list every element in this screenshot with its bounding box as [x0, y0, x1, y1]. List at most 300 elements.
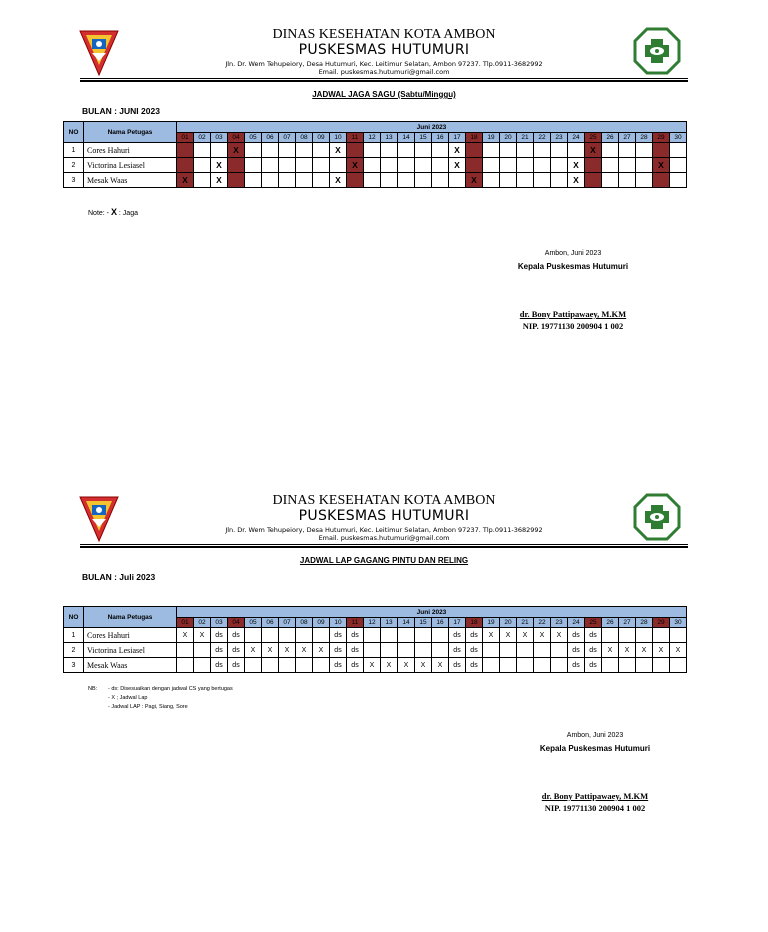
- schedule-cell: [296, 158, 313, 173]
- row-number: 3: [64, 658, 84, 673]
- column-header-month: Juni 2023: [177, 607, 687, 618]
- nb-line: - X ; Jadwal Lap: [108, 695, 148, 701]
- day-header: 03: [211, 618, 228, 628]
- day-header: 11: [347, 618, 364, 628]
- schedule-cell: [653, 628, 670, 643]
- day-header: 27: [619, 618, 636, 628]
- schedule-cell: [296, 143, 313, 158]
- facility-name: PUSKESMAS HUTUMURI: [298, 508, 470, 524]
- schedule-cell: X: [177, 173, 194, 188]
- schedule-cell: [364, 158, 381, 173]
- schedule-cell: [432, 173, 449, 188]
- schedule-cell: X: [585, 143, 602, 158]
- schedule-cell: [500, 143, 517, 158]
- column-header-no: NO: [64, 607, 84, 628]
- header-rule-thin: [80, 78, 688, 79]
- row-number: 1: [64, 628, 84, 643]
- schedule-cell: [653, 658, 670, 673]
- schedule-cell: [296, 628, 313, 643]
- schedule-cell: [551, 658, 568, 673]
- day-header: 28: [636, 618, 653, 628]
- schedule-cell: X: [296, 643, 313, 658]
- schedule-cell: X: [432, 658, 449, 673]
- day-header: 27: [619, 133, 636, 143]
- schedule-cell: [381, 173, 398, 188]
- schedule-cell: [398, 158, 415, 173]
- schedule-cell: ds: [466, 658, 483, 673]
- schedule-cell: [364, 173, 381, 188]
- schedule-cell: [585, 173, 602, 188]
- schedule-cell: [636, 628, 653, 643]
- day-header: 30: [670, 618, 687, 628]
- schedule-cell: [619, 158, 636, 173]
- schedule-cell: ds: [568, 658, 585, 673]
- header-rule-thick: [80, 80, 688, 82]
- schedule-cell: [636, 658, 653, 673]
- day-header: 21: [517, 618, 534, 628]
- nb-line: - Jadwal LAP : Pagi, Siang, Sore: [108, 704, 188, 710]
- day-header: 10: [330, 618, 347, 628]
- day-header: 28: [636, 133, 653, 143]
- row-number: 2: [64, 158, 84, 173]
- note-text: : Jaga: [116, 210, 138, 217]
- staff-name: Victorina Lesiasel: [84, 158, 177, 173]
- schedule-cell: [194, 658, 211, 673]
- table-row: [64, 643, 687, 658]
- schedule-cell: [602, 628, 619, 643]
- schedule-month: BULAN : JUNI 2023: [82, 106, 160, 116]
- day-header: 17: [449, 133, 466, 143]
- day-header: 14: [398, 133, 415, 143]
- schedule-cell: [483, 173, 500, 188]
- page-section-2: [0, 466, 768, 932]
- schedule-cell: [398, 643, 415, 658]
- day-header: 25: [585, 618, 602, 628]
- facility-name: PUSKESMAS HUTUMURI: [298, 42, 470, 58]
- schedule-cell: ds: [347, 658, 364, 673]
- schedule-cell: [245, 173, 262, 188]
- row-number: 2: [64, 643, 84, 658]
- day-header: 09: [313, 618, 330, 628]
- nb-line: - ds: Disesuaikan dengan jadwal CS yang bertugas: [108, 686, 233, 692]
- schedule-cell: X: [415, 658, 432, 673]
- schedule-cell: [551, 158, 568, 173]
- schedule-cell: ds: [228, 658, 245, 673]
- schedule-cell: [313, 658, 330, 673]
- schedule-cell: [653, 173, 670, 188]
- schedule-cell: [432, 628, 449, 643]
- schedule-cell: [279, 628, 296, 643]
- schedule-cell: [466, 143, 483, 158]
- day-header: 02: [194, 133, 211, 143]
- schedule-cell: X: [653, 643, 670, 658]
- day-header: 13: [381, 133, 398, 143]
- schedule-cell: [211, 143, 228, 158]
- schedule-cell: [517, 143, 534, 158]
- schedule-cell: ds: [211, 658, 228, 673]
- schedule-cell: ds: [466, 643, 483, 658]
- day-header: 22: [534, 618, 551, 628]
- schedule-cell: [194, 643, 211, 658]
- schedule-cell: [279, 143, 296, 158]
- day-header: 23: [551, 133, 568, 143]
- schedule-cell: ds: [211, 628, 228, 643]
- day-header: 18: [466, 618, 483, 628]
- schedule-table: [63, 121, 687, 188]
- schedule-cell: [364, 143, 381, 158]
- schedule-cell: [551, 643, 568, 658]
- schedule-note: [88, 207, 138, 217]
- schedule-cell: X: [449, 158, 466, 173]
- day-header: 05: [245, 618, 262, 628]
- facility-address: Jln. Dr. Wem Tehupeiory, Desa Hutumuri, Kec. Leitimur Selatan, Ambon 97237. Tlp.0911-3682992: [225, 60, 543, 68]
- schedule-cell: X: [636, 643, 653, 658]
- schedule-cell: [534, 143, 551, 158]
- schedule-cell: X: [194, 628, 211, 643]
- schedule-cell: [262, 628, 279, 643]
- schedule-cell: [653, 143, 670, 158]
- signature-place-date: Ambon, Juni 2023: [544, 250, 602, 257]
- schedule-cell: [262, 143, 279, 158]
- schedule-cell: [194, 173, 211, 188]
- schedule-cell: [670, 143, 687, 158]
- day-header: 24: [568, 618, 585, 628]
- day-header: 26: [602, 133, 619, 143]
- schedule-cell: X: [568, 158, 585, 173]
- schedule-cell: [585, 158, 602, 173]
- staff-name: Mesak Waas: [84, 658, 177, 673]
- day-header: 05: [245, 133, 262, 143]
- schedule-cell: ds: [449, 643, 466, 658]
- schedule-cell: [670, 158, 687, 173]
- facility-email: Email. puskesmas.hutumuri@gmail.com: [318, 68, 450, 76]
- schedule-cell: X: [653, 158, 670, 173]
- schedule-cell: ds: [449, 658, 466, 673]
- schedule-cell: [313, 143, 330, 158]
- schedule-cell: X: [262, 643, 279, 658]
- day-header: 21: [517, 133, 534, 143]
- table-row: [64, 158, 687, 173]
- schedule-cell: [313, 158, 330, 173]
- day-header: 17: [449, 618, 466, 628]
- table-row: [64, 658, 687, 673]
- day-header: 15: [415, 133, 432, 143]
- schedule-cell: [483, 158, 500, 173]
- schedule-cell: [296, 173, 313, 188]
- schedule-cell: [245, 143, 262, 158]
- schedule-cell: [279, 658, 296, 673]
- day-header: 29: [653, 133, 670, 143]
- schedule-cell: [194, 158, 211, 173]
- day-header: 20: [500, 618, 517, 628]
- nb-label: NB:: [88, 686, 98, 692]
- schedule-cell: ds: [568, 628, 585, 643]
- puskesmas-logo-icon: [633, 27, 681, 75]
- schedule-cell: X: [177, 628, 194, 643]
- schedule-cell: [415, 158, 432, 173]
- day-header: 14: [398, 618, 415, 628]
- day-header: 04: [228, 618, 245, 628]
- schedule-cell: ds: [449, 628, 466, 643]
- note-mark: X: [110, 207, 117, 217]
- schedule-cell: [534, 158, 551, 173]
- schedule-cell: ds: [466, 628, 483, 643]
- schedule-cell: X: [517, 628, 534, 643]
- schedule-cell: ds: [330, 643, 347, 658]
- schedule-cell: [551, 143, 568, 158]
- schedule-cell: X: [568, 173, 585, 188]
- schedule-cell: ds: [330, 628, 347, 643]
- schedule-cell: X: [500, 628, 517, 643]
- schedule-cell: X: [211, 158, 228, 173]
- schedule-cell: [381, 143, 398, 158]
- schedule-cell: X: [330, 173, 347, 188]
- schedule-cell: ds: [585, 628, 602, 643]
- header-rule-thick: [80, 546, 688, 548]
- schedule-cell: X: [670, 643, 687, 658]
- schedule-cell: X: [551, 628, 568, 643]
- schedule-cell: [534, 173, 551, 188]
- schedule-cell: [262, 173, 279, 188]
- schedule-cell: [177, 658, 194, 673]
- schedule-cell: [432, 143, 449, 158]
- schedule-cell: [619, 628, 636, 643]
- schedule-nb: [88, 685, 233, 712]
- signature-name: dr. Bony Pattipawaey, M.KM: [519, 309, 627, 319]
- schedule-cell: [398, 628, 415, 643]
- schedule-cell: X: [364, 658, 381, 673]
- schedule-cell: [381, 643, 398, 658]
- schedule-cell: [500, 158, 517, 173]
- schedule-cell: [670, 628, 687, 643]
- day-header: 15: [415, 618, 432, 628]
- day-header: 12: [364, 133, 381, 143]
- schedule-cell: [602, 143, 619, 158]
- day-header: 23: [551, 618, 568, 628]
- schedule-cell: [500, 643, 517, 658]
- day-header: 09: [313, 133, 330, 143]
- schedule-cell: X: [483, 628, 500, 643]
- schedule-cell: [279, 158, 296, 173]
- schedule-cell: [619, 173, 636, 188]
- schedule-cell: X: [347, 158, 364, 173]
- schedule-cell: X: [279, 643, 296, 658]
- schedule-cell: [670, 658, 687, 673]
- day-header: 13: [381, 618, 398, 628]
- schedule-cell: ds: [347, 628, 364, 643]
- schedule-cell: [381, 628, 398, 643]
- day-header: 01: [177, 133, 194, 143]
- schedule-cell: [534, 643, 551, 658]
- schedule-title: JADWAL LAP GAGANG PINTU DAN RELING: [299, 556, 469, 565]
- schedule-cell: [177, 643, 194, 658]
- schedule-cell: [415, 173, 432, 188]
- schedule-cell: [517, 658, 534, 673]
- day-header: 25: [585, 133, 602, 143]
- schedule-cell: [364, 628, 381, 643]
- schedule-cell: [432, 158, 449, 173]
- signature-place-date: Ambon, Juni 2023: [566, 732, 624, 739]
- table-header-row: [64, 607, 687, 618]
- day-header: 04: [228, 133, 245, 143]
- row-number: 3: [64, 173, 84, 188]
- schedule-cell: [228, 158, 245, 173]
- schedule-cell: [602, 658, 619, 673]
- schedule-cell: [262, 658, 279, 673]
- schedule-cell: X: [381, 658, 398, 673]
- agency-name: DINAS KESEHATAN KOTA AMBON: [272, 27, 496, 42]
- schedule-cell: [483, 658, 500, 673]
- schedule-cell: [619, 143, 636, 158]
- day-header: 16: [432, 133, 449, 143]
- schedule-cell: [415, 643, 432, 658]
- schedule-title: JADWAL JAGA SAGU (Sabtu/Minggu): [312, 90, 456, 99]
- schedule-cell: [313, 173, 330, 188]
- day-header: 08: [296, 618, 313, 628]
- facility-email: Email. puskesmas.hutumuri@gmail.com: [318, 534, 450, 542]
- schedule-cell: [636, 158, 653, 173]
- schedule-cell: X: [602, 643, 619, 658]
- staff-name: Mesak Waas: [84, 173, 177, 188]
- schedule-cell: [398, 173, 415, 188]
- schedule-cell: [551, 173, 568, 188]
- schedule-cell: ds: [330, 658, 347, 673]
- schedule-cell: [534, 658, 551, 673]
- schedule-cell: [245, 158, 262, 173]
- day-header: 12: [364, 618, 381, 628]
- schedule-cell: X: [245, 643, 262, 658]
- schedule-cell: [602, 173, 619, 188]
- schedule-cell: X: [398, 658, 415, 673]
- schedule-cell: [500, 658, 517, 673]
- day-header: 19: [483, 618, 500, 628]
- schedule-cell: ds: [228, 643, 245, 658]
- day-header: 03: [211, 133, 228, 143]
- column-header-name: Nama Petugas: [84, 607, 177, 628]
- schedule-cell: [670, 173, 687, 188]
- day-header: 11: [347, 133, 364, 143]
- schedule-cell: ds: [568, 643, 585, 658]
- schedule-cell: [330, 158, 347, 173]
- schedule-cell: X: [313, 643, 330, 658]
- schedule-cell: [415, 628, 432, 643]
- schedule-cell: [279, 173, 296, 188]
- note-prefix: Note: -: [88, 210, 111, 217]
- schedule-cell: [568, 143, 585, 158]
- signature-name: dr. Bony Pattipawaey, M.KM: [541, 791, 649, 801]
- day-header: 01: [177, 618, 194, 628]
- schedule-cell: [398, 143, 415, 158]
- schedule-cell: [415, 143, 432, 158]
- day-header: 06: [262, 133, 279, 143]
- puskesmas-logo-icon: [633, 493, 681, 541]
- table-row: [64, 143, 687, 158]
- schedule-cell: ds: [585, 643, 602, 658]
- schedule-cell: [500, 173, 517, 188]
- schedule-cell: [177, 158, 194, 173]
- signature-nip: NIP. 19771130 200904 1 002: [544, 803, 646, 813]
- schedule-cell: [466, 158, 483, 173]
- table-row: [64, 628, 687, 643]
- schedule-cell: [517, 173, 534, 188]
- schedule-cell: [313, 628, 330, 643]
- schedule-cell: ds: [585, 658, 602, 673]
- signature-nip: NIP. 19771130 200904 1 002: [522, 321, 624, 331]
- signature-role: Kepala Puskesmas Hutumuri: [539, 744, 651, 753]
- schedule-cell: [449, 173, 466, 188]
- day-header: 30: [670, 133, 687, 143]
- schedule-cell: [347, 173, 364, 188]
- schedule-cell: [636, 143, 653, 158]
- schedule-cell: X: [619, 643, 636, 658]
- facility-address: Jln. Dr. Wem Tehupeiory, Desa Hutumuri, Kec. Leitimur Selatan, Ambon 97237. Tlp.0911-3682992: [225, 526, 543, 534]
- column-header-name: Nama Petugas: [84, 122, 177, 143]
- day-header: 07: [279, 618, 296, 628]
- row-number: 1: [64, 143, 84, 158]
- schedule-cell: [483, 143, 500, 158]
- schedule-cell: X: [228, 143, 245, 158]
- schedule-cell: [245, 628, 262, 643]
- day-header: 18: [466, 133, 483, 143]
- day-header: 19: [483, 133, 500, 143]
- schedule-cell: [194, 143, 211, 158]
- table-row: [64, 173, 687, 188]
- schedule-cell: X: [330, 143, 347, 158]
- signature-role: Kepala Puskesmas Hutumuri: [517, 262, 629, 271]
- schedule-cell: [636, 173, 653, 188]
- schedule-cell: [228, 173, 245, 188]
- schedule-month: BULAN : Juli 2023: [82, 572, 156, 582]
- schedule-cell: [262, 158, 279, 173]
- day-header: 02: [194, 618, 211, 628]
- day-header: 08: [296, 133, 313, 143]
- schedule-cell: ds: [347, 643, 364, 658]
- schedule-cell: [483, 643, 500, 658]
- schedule-cell: [619, 658, 636, 673]
- schedule-cell: ds: [211, 643, 228, 658]
- day-header: 29: [653, 618, 670, 628]
- schedule-cell: [517, 643, 534, 658]
- schedule-cell: X: [211, 173, 228, 188]
- day-header: 07: [279, 133, 296, 143]
- staff-name: Cores Hahuri: [84, 628, 177, 643]
- schedule-cell: [602, 158, 619, 173]
- day-header: 26: [602, 618, 619, 628]
- table-header-row: [64, 122, 687, 133]
- agency-name: DINAS KESEHATAN KOTA AMBON: [272, 493, 496, 508]
- day-header: 06: [262, 618, 279, 628]
- schedule-cell: [177, 143, 194, 158]
- schedule-cell: [347, 143, 364, 158]
- schedule-cell: [381, 158, 398, 173]
- day-header: 16: [432, 618, 449, 628]
- schedule-table: [63, 606, 687, 673]
- staff-name: Victorina Lesiasel: [84, 643, 177, 658]
- schedule-cell: [432, 643, 449, 658]
- schedule-cell: X: [449, 143, 466, 158]
- day-header: 22: [534, 133, 551, 143]
- schedule-cell: ds: [228, 628, 245, 643]
- schedule-cell: [296, 658, 313, 673]
- header-rule-thin: [80, 544, 688, 545]
- column-header-no: NO: [64, 122, 84, 143]
- day-header: 24: [568, 133, 585, 143]
- schedule-cell: X: [466, 173, 483, 188]
- day-header: 10: [330, 133, 347, 143]
- day-header: 20: [500, 133, 517, 143]
- column-header-month: Juni 2023: [177, 122, 687, 133]
- staff-name: Cores Hahuri: [84, 143, 177, 158]
